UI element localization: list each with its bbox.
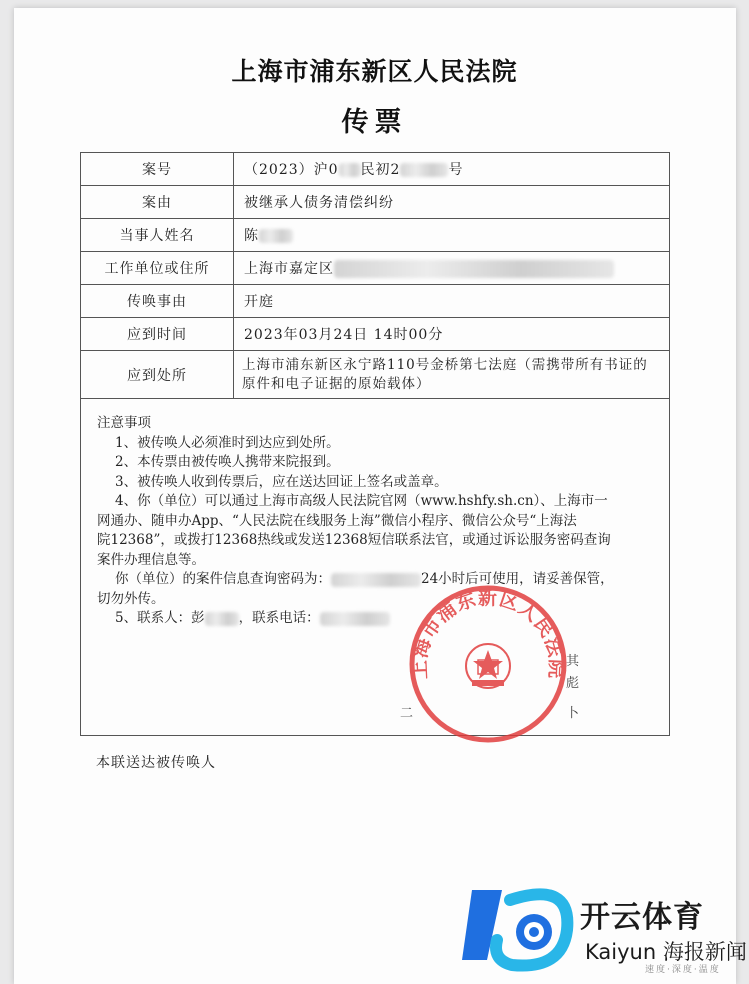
side-glyph: 二 <box>400 706 414 721</box>
appear-time-label: 应到时间 <box>81 318 234 351</box>
note-item: 3、被传唤人收到传票后，应在送达回证上签名或盖章。 <box>115 473 448 490</box>
note-item: 2、本传票由被传唤人携带来院报到。 <box>115 454 340 470</box>
table-row <box>81 153 670 186</box>
notes-heading: 注意事项 <box>97 415 151 431</box>
table-row <box>81 252 670 285</box>
address-label: 工作单位或住所 <box>81 252 234 285</box>
watermark-brand: 开云体育 <box>580 900 704 935</box>
notes-box <box>80 398 670 736</box>
case-number-value: （2023）沪0 民初2 号 <box>234 153 670 186</box>
note-item: 切勿外传。 <box>97 590 165 607</box>
summons-reason-label: 传唤事由 <box>81 285 234 318</box>
court-name: 上海市浦东新区人民法院 <box>231 57 518 86</box>
party-name-value: 陈 <box>234 219 670 252</box>
note-item: 案件办理信息等。 <box>97 551 205 568</box>
svg-text:上海市浦东新区人民法院: 上海市浦东新区人民法院 <box>408 587 568 680</box>
table-row <box>81 219 670 252</box>
table-row <box>81 351 670 399</box>
redaction <box>339 163 361 177</box>
note-item: 1、被传唤人必须准时到达应到处所。 <box>115 434 340 451</box>
cause-label: 案由 <box>81 186 234 219</box>
redaction <box>205 612 239 626</box>
court-seal-icon <box>408 584 568 744</box>
cause-value: 被继承人债务清偿纠纷 <box>234 186 670 219</box>
footer-note: 本联送达被传唤人 <box>96 755 216 771</box>
side-glyph: 其 <box>566 654 580 669</box>
contact-line: 5、联系人：彭 ，联系电话： <box>97 609 657 629</box>
watermark-sub: Kaiyun 海报新闻 <box>585 940 747 964</box>
table-row <box>81 318 670 351</box>
side-glyph: 彪 <box>566 676 580 691</box>
table-row <box>81 285 670 318</box>
notes-text <box>97 414 657 629</box>
document-title: 传票 <box>341 107 408 138</box>
note-item: 院12368”，或拨打12368热线或发送12368短信联系法官，或通过诉讼服务密码查询 <box>97 532 611 548</box>
summons-info-table <box>80 152 670 399</box>
table-row <box>81 186 670 219</box>
redaction <box>320 612 390 626</box>
password-line: 你（单位）的案件信息查询密码为： 24小时后可使用，请妥善保管， <box>115 571 614 587</box>
appear-time-value: 2023年03月24日 14时00分 <box>234 318 670 351</box>
appear-place-label: 应到处所 <box>81 351 234 399</box>
note-item: 网通办、随申办App、“人民法院在线服务上海”微信小程序、微信公众号“上海法 <box>97 512 577 529</box>
case-number-label: 案号 <box>81 153 234 186</box>
redaction <box>259 229 293 243</box>
redaction <box>334 260 614 278</box>
note-item: 4、你（单位）可以通过上海市高级人民法院官网（www.hshfy.sh.cn）、上海市一 <box>115 493 608 509</box>
appear-place-value: 上海市浦东新区永宁路110号金桥第七法庭（需携带所有书证的原件和电子证据的原始载体） <box>234 351 670 399</box>
watermark-tagline: 速度·深度·温度 <box>645 965 721 975</box>
side-glyph: 卜 <box>566 706 580 721</box>
redaction <box>400 163 448 177</box>
summons-reason-value: 开庭 <box>234 285 670 318</box>
address-value: 上海市嘉定区 <box>234 252 670 285</box>
party-name-label: 当事人姓名 <box>81 219 234 252</box>
